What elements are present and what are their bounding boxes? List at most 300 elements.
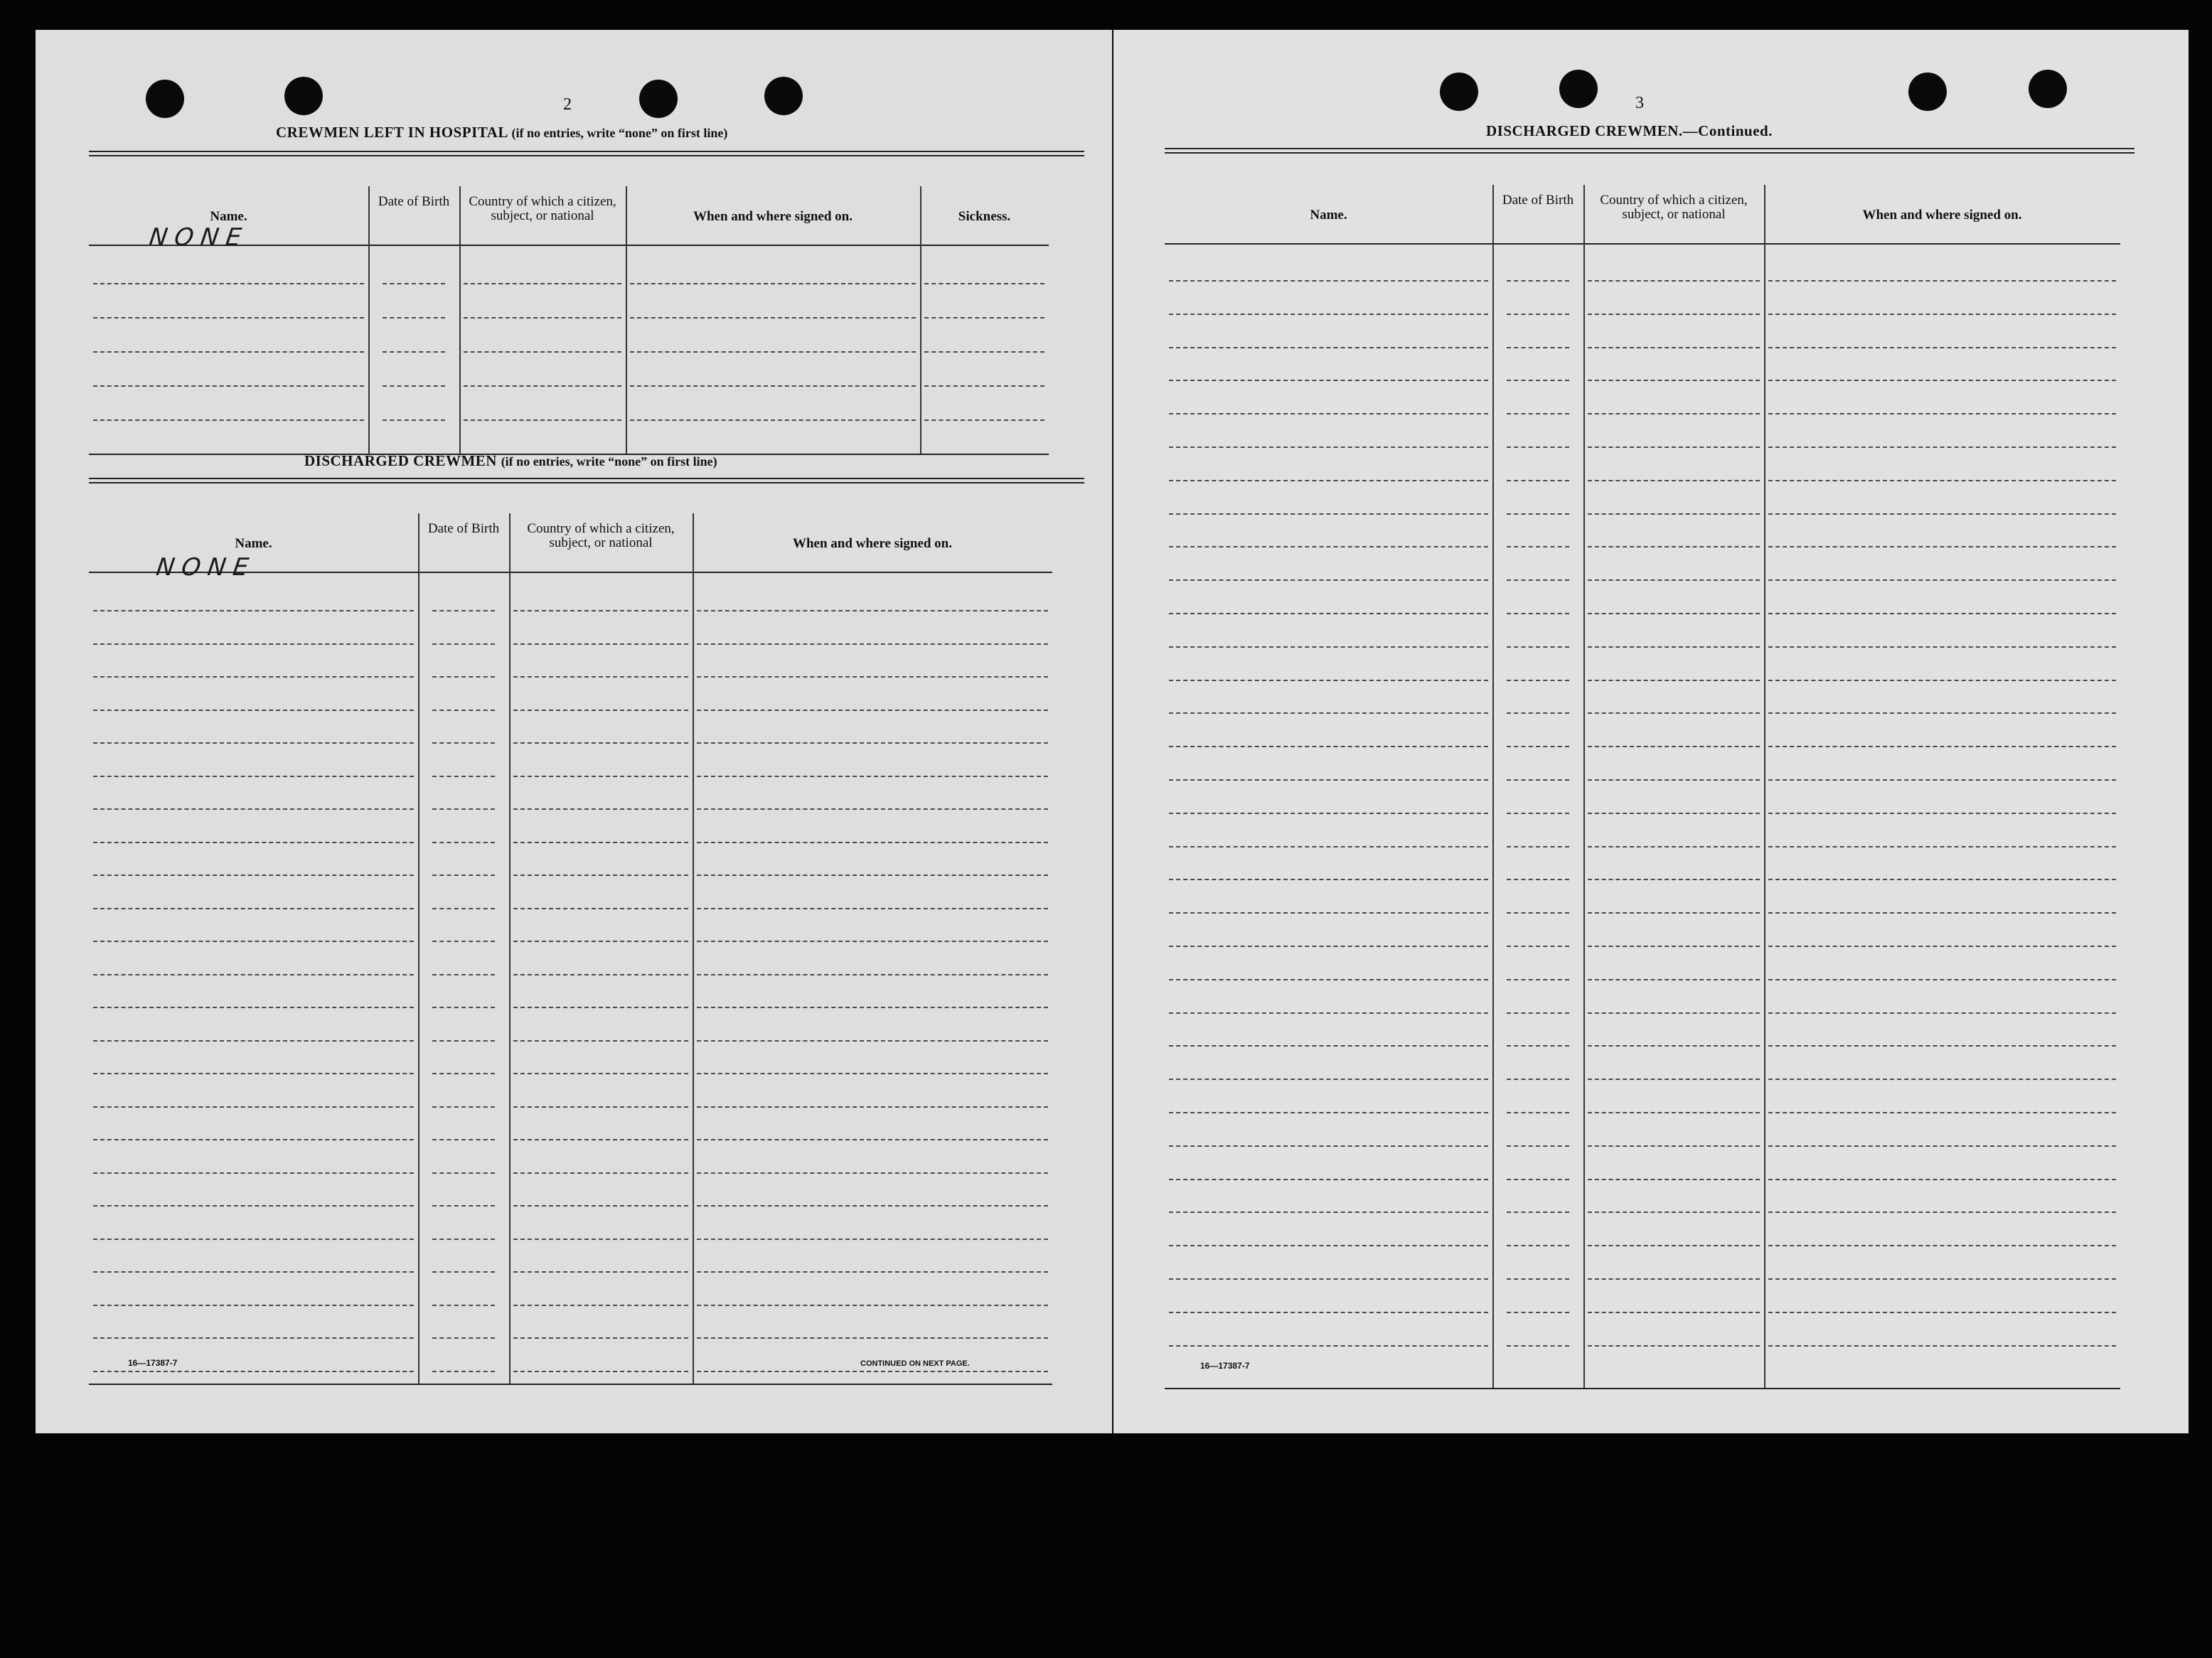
table-row-line: [513, 1073, 688, 1074]
table-row-line: [513, 710, 688, 711]
table-row-line: [1588, 1312, 1760, 1313]
punch-hole: [1440, 73, 1478, 111]
table-row-line: [1169, 446, 1488, 448]
table-row-line: [1768, 712, 2116, 714]
table-row-line: [697, 1007, 1048, 1008]
table-row-line: [93, 1205, 414, 1207]
column-header: Country of which a citizen, subject, or national: [1600, 193, 1748, 222]
table-row-line: [697, 1305, 1048, 1306]
table-bottom-rule: [1165, 1388, 2120, 1389]
table-row-line: [513, 974, 688, 975]
table-row-line: [1588, 1345, 1760, 1347]
table-row-line: [93, 1073, 414, 1074]
table-row-line: [93, 908, 414, 909]
table-row-line: [1169, 846, 1488, 847]
table-row-line: [1768, 347, 2116, 348]
left-page: [36, 30, 1112, 1433]
table-row-line: [697, 676, 1048, 678]
table-row-line: [1169, 879, 1488, 880]
table-row-line: [697, 1337, 1048, 1339]
table-row-line: [1507, 546, 1569, 547]
table-row-line: [1588, 912, 1760, 914]
table-row-line: [432, 610, 495, 611]
table-row-line: [432, 1337, 495, 1339]
table-row-line: [1768, 1245, 2116, 1246]
table-row-line: [432, 676, 495, 678]
column-header: Name.: [210, 209, 247, 224]
column-divider: [1492, 185, 1494, 1388]
discharged-title-text: DISCHARGED CREWMEN: [304, 452, 497, 469]
table-row-line: [1169, 1212, 1488, 1213]
table-row-line: [1169, 280, 1488, 282]
column-header: Country of which a citizen, subject, or national: [469, 194, 616, 223]
table-row-line: [924, 283, 1044, 284]
right-page: [1113, 30, 2189, 1433]
table-row-line: [432, 808, 495, 810]
table-row-line: [1588, 280, 1760, 282]
table-row-line: [432, 710, 495, 711]
table-row-line: [1768, 413, 2116, 414]
table-row-line: [1768, 380, 2116, 381]
column-header: Name.: [1310, 208, 1347, 223]
table-row-line: [1169, 1278, 1488, 1280]
continued-note: CONTINUED ON NEXT PAGE.: [860, 1359, 970, 1368]
table-row-line: [513, 776, 688, 777]
table-row-line: [1588, 546, 1760, 547]
table-row-line: [93, 1337, 414, 1339]
table-row-line: [93, 283, 364, 284]
table-row-line: [1588, 680, 1760, 681]
table-row-line: [513, 742, 688, 744]
table-row-line: [1588, 579, 1760, 581]
punch-hole: [284, 77, 323, 115]
table-row-line: [697, 1172, 1048, 1174]
hospital-instruction: (if no entries, write “none” on first line): [511, 126, 728, 140]
table-row-line: [432, 1139, 495, 1140]
punch-hole: [639, 80, 678, 118]
table-row-line: [513, 1205, 688, 1207]
table-row-line: [1169, 380, 1488, 381]
table-row-line: [93, 974, 414, 975]
table-row-line: [513, 1040, 688, 1042]
table-row-line: [432, 1205, 495, 1207]
table-row-line: [1507, 1145, 1569, 1147]
table-row-line: [513, 875, 688, 876]
table-row-line: [1768, 579, 2116, 581]
table-row-line: [924, 385, 1044, 387]
table-row-line: [432, 1371, 495, 1372]
table-row-line: [1507, 879, 1569, 880]
table-row-line: [93, 941, 414, 942]
table-row-line: [1588, 1179, 1760, 1180]
table-row-line: [383, 283, 445, 284]
table-row-line: [697, 643, 1048, 645]
hospital-title-text: CREWMEN LEFT IN HOSPITAL: [276, 124, 508, 141]
table-row-line: [1169, 613, 1488, 614]
table-row-line: [432, 1305, 495, 1306]
table-row-line: [1507, 979, 1569, 980]
table-row-line: [1169, 1145, 1488, 1147]
table-row-line: [513, 1106, 688, 1108]
column-header: Date of Birth: [1502, 193, 1574, 208]
table-row-line: [93, 1040, 414, 1042]
table-row-line: [1588, 480, 1760, 481]
table-row-line: [697, 842, 1048, 843]
table-row-line: [464, 419, 621, 421]
table-row-line: [697, 908, 1048, 909]
table-row-line: [1169, 813, 1488, 814]
table-row-line: [383, 351, 445, 353]
table-row-line: [1768, 613, 2116, 614]
table-row-line: [1768, 746, 2116, 747]
table-row-line: [1507, 813, 1569, 814]
table-row-line: [432, 742, 495, 744]
table-row-line: [513, 610, 688, 611]
table-row-line: [1588, 1012, 1760, 1014]
table-row-line: [1169, 1245, 1488, 1246]
table-row-line: [1768, 1012, 2116, 1014]
table-row-line: [432, 1073, 495, 1074]
table-row-line: [93, 317, 364, 319]
table-row-line: [464, 317, 621, 319]
table-row-line: [1169, 979, 1488, 980]
table-row-line: [93, 1239, 414, 1240]
table-row-line: [1768, 1212, 2116, 1213]
table-row-line: [1507, 1278, 1569, 1280]
table-row-line: [1768, 646, 2116, 648]
table-row-line: [464, 385, 621, 387]
table-row-line: [93, 1172, 414, 1174]
table-row-line: [93, 419, 364, 421]
column-header: When and where signed on.: [1862, 208, 2022, 223]
table-row-line: [93, 1139, 414, 1140]
table-row-line: [513, 1139, 688, 1140]
table-row-line: [93, 776, 414, 777]
handwritten-entry: NONE: [147, 223, 250, 252]
table-row-line: [630, 317, 916, 319]
discharged-section-title: [304, 452, 717, 470]
table-row-line: [1588, 879, 1760, 880]
table-row-line: [1169, 1012, 1488, 1014]
table-row-line: [1588, 813, 1760, 814]
table-row-line: [1768, 1112, 2116, 1113]
table-row-line: [432, 1007, 495, 1008]
table-row-line: [697, 710, 1048, 711]
table-row-line: [1507, 1345, 1569, 1347]
table-row-line: [1768, 280, 2116, 282]
table-row-line: [697, 1073, 1048, 1074]
table-row-line: [1507, 946, 1569, 947]
column-header: Date of Birth: [427, 521, 500, 536]
table-row-line: [93, 1305, 414, 1306]
table-row-line: [1768, 546, 2116, 547]
table-row-line: [697, 1239, 1048, 1240]
table-row-line: [697, 974, 1048, 975]
column-header: Name.: [235, 536, 272, 551]
column-divider: [368, 186, 370, 454]
table-row-line: [93, 1371, 414, 1372]
table-row-line: [1169, 480, 1488, 481]
table-row-line: [1588, 1045, 1760, 1047]
column-header: Sickness.: [958, 209, 1011, 224]
table-row-line: [1588, 413, 1760, 414]
column-header: Country of which a citizen, subject, or national: [527, 521, 675, 550]
table-row-line: [1169, 347, 1488, 348]
table-row-line: [630, 419, 916, 421]
table-row-line: [1768, 779, 2116, 781]
table-row-line: [1588, 613, 1760, 614]
table-row-line: [432, 643, 495, 645]
table-row-line: [1169, 1345, 1488, 1347]
table-row-line: [93, 808, 414, 810]
column-divider: [626, 186, 627, 454]
table-row-line: [1507, 480, 1569, 481]
table-row-line: [1588, 979, 1760, 980]
table-row-line: [1169, 1045, 1488, 1047]
table-row-line: [1507, 1045, 1569, 1047]
table-row-line: [1169, 1079, 1488, 1080]
table-row-line: [1169, 946, 1488, 947]
table-row-line: [1507, 513, 1569, 515]
column-divider: [693, 513, 694, 1384]
table-row-line: [1588, 1079, 1760, 1080]
table-row-line: [630, 283, 916, 284]
table-row-line: [1507, 413, 1569, 414]
table-row-line: [1768, 1079, 2116, 1080]
form-number: 16—17387-7: [1200, 1361, 1250, 1371]
punch-hole: [764, 77, 803, 115]
table-row-line: [1588, 1112, 1760, 1113]
rule: [89, 151, 1084, 152]
table-row-line: [1169, 1312, 1488, 1313]
table-row-line: [1768, 979, 2116, 980]
table-row-line: [513, 1239, 688, 1240]
table-row-line: [93, 1106, 414, 1108]
column-divider: [1583, 185, 1585, 1388]
table-row-line: [1507, 712, 1569, 714]
handwritten-entry: NONE: [154, 553, 257, 582]
table-row-line: [93, 842, 414, 843]
table-row-line: [432, 1040, 495, 1042]
table-row-line: [432, 776, 495, 777]
table-row-line: [697, 1106, 1048, 1108]
table-row-line: [513, 1172, 688, 1174]
table-row-line: [1507, 347, 1569, 348]
table-row-line: [1588, 946, 1760, 947]
table-row-line: [697, 808, 1048, 810]
table-row-line: [513, 643, 688, 645]
table-row-line: [1169, 712, 1488, 714]
table-row-line: [697, 941, 1048, 942]
table-row-line: [93, 1007, 414, 1008]
table-row-line: [1169, 1112, 1488, 1113]
table-row-line: [383, 317, 445, 319]
table-row-line: [513, 1007, 688, 1008]
column-header: Date of Birth: [378, 194, 450, 209]
table-row-line: [1768, 446, 2116, 448]
table-row-line: [1588, 314, 1760, 315]
table-row-line: [513, 1337, 688, 1339]
table-row-line: [1768, 946, 2116, 947]
table-row-line: [1507, 912, 1569, 914]
table-row-line: [1588, 347, 1760, 348]
page-number: 3: [1635, 94, 1644, 112]
table-row-line: [1768, 879, 2116, 880]
punch-hole: [1908, 73, 1947, 111]
table-row-line: [1507, 1212, 1569, 1213]
table-row-line: [1507, 446, 1569, 448]
table-row-line: [1588, 1278, 1760, 1280]
table-row-line: [697, 1205, 1048, 1207]
column-divider: [418, 513, 420, 1384]
table-row-line: [1169, 413, 1488, 414]
table-row-line: [432, 1271, 495, 1273]
table-row-line: [697, 776, 1048, 777]
discharged-instruction: (if no entries, write “none” on first line): [501, 454, 717, 469]
table-row-line: [432, 974, 495, 975]
table-row-line: [1588, 1245, 1760, 1246]
punch-hole: [146, 80, 184, 118]
table-row-line: [1507, 280, 1569, 282]
table-row-line: [1768, 1312, 2116, 1313]
table-row-line: [1588, 846, 1760, 847]
table-row-line: [432, 941, 495, 942]
table-row-line: [383, 385, 445, 387]
table-row-line: [1768, 480, 2116, 481]
table-row-line: [697, 875, 1048, 876]
table-row-line: [1507, 1312, 1569, 1313]
rule: [1165, 152, 2134, 154]
table-bottom-rule: [89, 1384, 1052, 1385]
table-row-line: [1507, 579, 1569, 581]
table-row-line: [432, 875, 495, 876]
table-row-line: [1768, 1278, 2116, 1280]
table-row-line: [432, 1106, 495, 1108]
table-row-line: [93, 385, 364, 387]
table-row-line: [432, 908, 495, 909]
table-row-line: [1507, 680, 1569, 681]
column-divider: [920, 186, 921, 454]
table-row-line: [1588, 646, 1760, 648]
table-row-line: [1169, 1179, 1488, 1180]
page-number: 2: [563, 95, 572, 114]
table-row-line: [1768, 513, 2116, 515]
table-row-line: [432, 1239, 495, 1240]
table-row-line: [1169, 314, 1488, 315]
table-row-line: [1507, 314, 1569, 315]
table-row-line: [1169, 779, 1488, 781]
form-number: 16—17387-7: [128, 1358, 178, 1368]
table-row-line: [1507, 613, 1569, 614]
table-row-line: [93, 610, 414, 611]
table-row-line: [93, 875, 414, 876]
table-row-line: [1169, 513, 1488, 515]
column-header: When and where signed on.: [792, 536, 952, 551]
table-row-line: [1588, 779, 1760, 781]
table-row-line: [1507, 1079, 1569, 1080]
punch-hole: [2029, 70, 2067, 108]
table-row-line: [432, 842, 495, 843]
table-row-line: [93, 351, 364, 353]
table-row-line: [924, 419, 1044, 421]
rule: [1165, 148, 2134, 149]
table-row-line: [513, 1371, 688, 1372]
table-row-line: [697, 1139, 1048, 1140]
table-row-line: [513, 1305, 688, 1306]
table-row-line: [1768, 1179, 2116, 1180]
table-row-line: [1169, 646, 1488, 648]
table-row-line: [1768, 846, 2116, 847]
table-row-line: [1507, 846, 1569, 847]
rule: [89, 478, 1084, 479]
table-row-line: [697, 742, 1048, 744]
table-row-line: [93, 1271, 414, 1273]
table-row-line: [1507, 1012, 1569, 1014]
table-row-line: [1169, 746, 1488, 747]
header-rule: [1165, 243, 2120, 245]
column-divider: [1764, 185, 1765, 1388]
table-row-line: [1507, 779, 1569, 781]
table-row-line: [1507, 1179, 1569, 1180]
table-row-line: [464, 351, 621, 353]
table-row-line: [1507, 1245, 1569, 1246]
rule: [89, 482, 1084, 483]
right-section-title: DISCHARGED CREWMEN.—Continued.: [1486, 122, 1773, 139]
table-row-line: [1768, 1045, 2116, 1047]
table-row-line: [630, 385, 916, 387]
table-row-line: [924, 351, 1044, 353]
table-row-line: [1169, 680, 1488, 681]
table-row-line: [1768, 314, 2116, 315]
hospital-section-title: [276, 124, 727, 141]
rule: [89, 155, 1084, 156]
table-row-line: [697, 1271, 1048, 1273]
table-row-line: [630, 351, 916, 353]
table-row-line: [697, 610, 1048, 611]
punch-hole: [1559, 70, 1598, 108]
table-row-line: [924, 317, 1044, 319]
table-row-line: [1588, 446, 1760, 448]
column-header: When and where signed on.: [693, 209, 853, 224]
table-row-line: [93, 742, 414, 744]
table-row-line: [513, 808, 688, 810]
table-row-line: [1588, 380, 1760, 381]
table-row-line: [1768, 680, 2116, 681]
table-row-line: [1768, 1345, 2116, 1347]
table-row-line: [1768, 912, 2116, 914]
table-row-line: [1507, 746, 1569, 747]
table-row-line: [513, 842, 688, 843]
table-row-line: [464, 283, 621, 284]
table-row-line: [513, 941, 688, 942]
table-row-line: [93, 710, 414, 711]
table-row-line: [697, 1040, 1048, 1042]
table-row-line: [513, 676, 688, 678]
column-divider: [459, 186, 461, 454]
table-row-line: [1588, 1212, 1760, 1213]
table-row-line: [1588, 1145, 1760, 1147]
table-row-line: [383, 419, 445, 421]
table-row-line: [697, 1371, 1048, 1372]
table-row-line: [513, 908, 688, 909]
table-row-line: [1588, 513, 1760, 515]
table-row-line: [432, 1172, 495, 1174]
table-row-line: [1169, 546, 1488, 547]
table-row-line: [93, 676, 414, 678]
table-row-line: [513, 1271, 688, 1273]
table-row-line: [1588, 746, 1760, 747]
table-row-line: [1169, 912, 1488, 914]
